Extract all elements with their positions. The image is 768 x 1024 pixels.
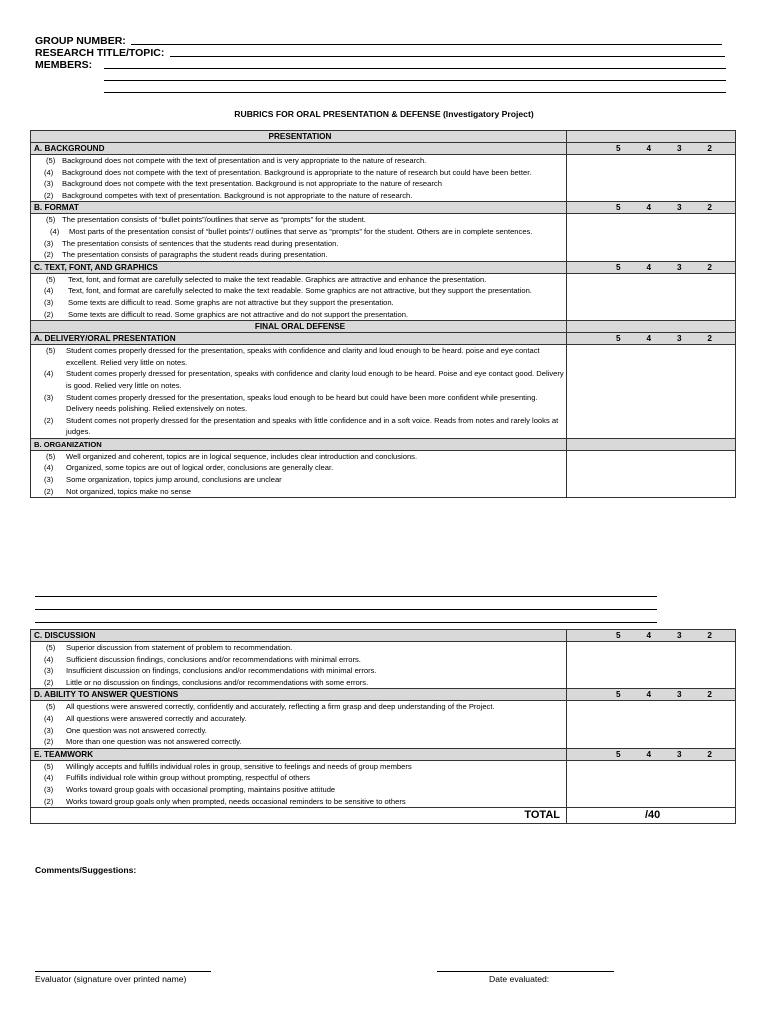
- date-label: Date evaluated:: [489, 974, 550, 984]
- criterion: (4) Student comes properly dressed for presentation, speaks with confidence and clarity loud enough to be heard. Poise and eye contact good. Delivery is good. Relied very little on notes.: [44, 369, 564, 390]
- criterion: (2) More than one question was not answered correctly.: [44, 737, 242, 747]
- score-scale: 5 4 3 2: [616, 144, 712, 153]
- section-title-organization: B. ORGANIZATION: [31, 438, 567, 450]
- criteria-list: [31, 450, 567, 497]
- score-cell-ability[interactable]: [567, 701, 736, 748]
- criterion: (4) Organized, some topics are out of logical order, conclusions are generally clear.: [44, 463, 334, 473]
- criterion: (5) Willingly accepts and fulfills individual roles in group, sensitive to feelings and needs of group members: [44, 761, 412, 771]
- group-number-label: GROUP NUMBER:: [35, 35, 126, 47]
- section-header-format: [31, 202, 736, 214]
- criterion: (3) Insufficient discussion on findings, conclusions and/or recommendations with minimal errors.: [44, 666, 377, 676]
- score-scale: 5 4 3 2: [616, 749, 712, 759]
- criterion: (4) Fulfills individual role within group without prompting, respectful of others: [44, 773, 310, 783]
- members-line-2[interactable]: [104, 80, 726, 81]
- rubric-table-presentation: [30, 130, 736, 498]
- criterion: (3) Background does not compete with the text presentation. Background is not appropriate to the nature of research: [44, 179, 442, 189]
- research-title-label: RESEARCH TITLE/TOPIC:: [35, 47, 165, 59]
- criterion: (4) Sufficient discussion findings, conclusions and/or recommendations with minimal errors.: [44, 654, 361, 664]
- rubric-table-defense: [30, 629, 736, 824]
- criterion: (5) Text, font, and format are carefully selected to make the text readable. Graphics are attractive and enhance the presentation.: [46, 274, 487, 284]
- score-cell-teamwork[interactable]: [567, 760, 736, 807]
- criterion: (3) Student comes properly dressed for the presentation, speaks loud enough to be heard but could have been more confident while presenting. Delivery needs polishing. Relied extensively on notes.: [44, 392, 538, 414]
- research-title-line[interactable]: [170, 56, 725, 57]
- section-title-ability: D. ABILITY TO ANSWER QUESTIONS: [31, 689, 567, 701]
- criterion: (5) The presentation consists of “bullet points”/outlines that serve as “prompts” for the student.: [46, 215, 366, 225]
- score-cell-discussion[interactable]: [567, 642, 736, 689]
- section-header-discussion: [31, 630, 736, 642]
- presentation-heading-row: [31, 131, 736, 143]
- score-scale: 5 4 3 2: [616, 631, 712, 640]
- criterion: (5) Background does not compete with the text of presentation and is very appropriate to the nature of research.: [46, 156, 427, 165]
- criterion: (3) One question was not answered correctly.: [44, 725, 207, 735]
- score-scale: 5 4 3 2: [616, 262, 712, 272]
- criterion: (3) Some organization, topics jump around, conclusions are unclear: [44, 475, 282, 485]
- evaluator-signature-line[interactable]: [35, 971, 211, 972]
- section-title-discussion: C. DISCUSSION: [31, 630, 567, 642]
- score-scale: 5 4 3 2: [616, 203, 712, 213]
- criterion: (2) Not organized, topics make no sense: [44, 486, 191, 496]
- score-cell-text-font[interactable]: [567, 273, 736, 320]
- criteria-row-format: [31, 214, 736, 261]
- criterion: (5) All questions were answered correctly, confidently and accurately, reflecting a firm grasp and deep understanding of the Project.: [46, 702, 495, 712]
- comments-label: Comments/Suggestions:: [35, 865, 137, 875]
- score-cell-format[interactable]: [567, 214, 736, 261]
- score-scale: 5 4 3 2: [616, 334, 712, 344]
- members-line-3[interactable]: [104, 92, 726, 93]
- section-header-text-font: [31, 261, 736, 273]
- criterion: (4) Text, font, and format are carefully selected to make the text readable. Some graphics are not attractive, but they support the presentation.: [44, 286, 532, 296]
- criterion: (4) Most parts of the presentation consist of “bullet points”/ outlines that serve as “prompts” for the student. Others are in complete sentences.: [50, 226, 533, 236]
- section-header-ability: [31, 689, 736, 701]
- group-number-line[interactable]: [131, 44, 722, 45]
- criteria-row-background: [31, 155, 736, 202]
- final-oral-heading: FINAL ORAL DEFENSE: [31, 321, 567, 333]
- section-header-delivery: [31, 333, 736, 345]
- presentation-heading: PRESENTATION: [31, 131, 567, 143]
- criteria-list: [31, 155, 567, 202]
- blank-line-2[interactable]: [35, 609, 657, 610]
- total-score[interactable]: /40: [567, 808, 736, 824]
- criterion: (5) Superior discussion from statement of problem to recommendation.: [46, 643, 293, 652]
- criterion: (3) The presentation consists of sentences that the students read during presentation.: [44, 238, 339, 248]
- criteria-row-delivery: [31, 345, 736, 439]
- members-label: MEMBERS:: [35, 59, 93, 71]
- score-cell-delivery[interactable]: [567, 345, 736, 439]
- criteria-list: [31, 642, 567, 689]
- score-cell-organization[interactable]: [567, 450, 736, 497]
- criterion: (2) Student comes not properly dressed for the presentation and speaks with little confidence and in a soft voice. Reads from notes and rarely looks at judges.: [44, 415, 559, 437]
- criteria-list: [31, 701, 567, 748]
- criteria-row-teamwork: [31, 760, 736, 807]
- criterion: (4) All questions were answered correctly and accurately.: [44, 713, 247, 723]
- blank-line-3[interactable]: [35, 622, 657, 623]
- rubric-title: RUBRICS FOR ORAL PRESENTATION & DEFENSE (Investigatory Project): [234, 109, 534, 119]
- criteria-row-organization: [31, 450, 736, 497]
- blank-line-1[interactable]: [35, 596, 657, 597]
- section-header-organization: [31, 438, 736, 450]
- total-row: [31, 808, 736, 824]
- section-header-teamwork: [31, 748, 736, 760]
- criterion: (5) Well organized and coherent, topics are in logical sequence, includes clear introduction and conclusions.: [46, 451, 418, 461]
- members-line-1[interactable]: [104, 68, 726, 69]
- criterion: (2) Little or no discussion on findings, conclusions and/or recommendations with some errors.: [44, 677, 369, 687]
- criteria-row-discussion: [31, 642, 736, 689]
- section-title-text-font: C. TEXT, FONT, AND GRAPHICS: [31, 261, 567, 273]
- evaluator-label: Evaluator (signature over printed name): [35, 974, 187, 984]
- criterion: (4) Background does not compete with the text of presentation. Background is appropriate to the nature of research but could have been better.: [44, 167, 532, 177]
- criteria-row-ability: [31, 701, 736, 748]
- section-title-delivery: A. DELIVERY/ORAL PRESENTATION: [31, 333, 567, 345]
- criterion: (5) Student comes properly dressed for the presentation, speaks with confidence and clarity and loud enough to be heard. poise and eye contact excellent. Relied very little on notes.: [46, 346, 540, 367]
- criterion: (3) Works toward group goals with occasional prompting, maintains positive attitude: [44, 784, 336, 794]
- criterion: (2) Background competes with text of presentation. Background is not appropriate to the nature of research.: [44, 190, 413, 200]
- total-label: TOTAL: [31, 808, 567, 824]
- section-title-format: B. FORMAT: [31, 202, 567, 214]
- score-cell-background[interactable]: [567, 155, 736, 202]
- date-line[interactable]: [437, 971, 614, 972]
- criterion: (2) Works toward group goals only when prompted, needs occasional reminders to be sensitive to others: [44, 796, 406, 806]
- criteria-list: [31, 760, 567, 807]
- final-oral-heading-row: [31, 321, 736, 333]
- section-header-background: [31, 143, 736, 155]
- criteria-list: [31, 273, 567, 320]
- section-title-background: A. BACKGROUND: [31, 143, 567, 155]
- criterion: (3) Some texts are difficult to read. Some graphs are not attractive but they support the presentation.: [44, 297, 394, 307]
- criteria-list: [31, 345, 567, 439]
- criterion: (2) Some texts are difficult to read. Some graphics are not attractive and do not support the presentation.: [44, 309, 409, 319]
- score-scale: 5 4 3 2: [616, 690, 712, 700]
- criteria-row-text-font: [31, 273, 736, 320]
- criteria-list: [31, 214, 567, 261]
- criterion: (2) The presentation consists of paragraphs the student reads during presentation.: [44, 250, 328, 260]
- section-title-teamwork: E. TEAMWORK: [31, 748, 567, 760]
